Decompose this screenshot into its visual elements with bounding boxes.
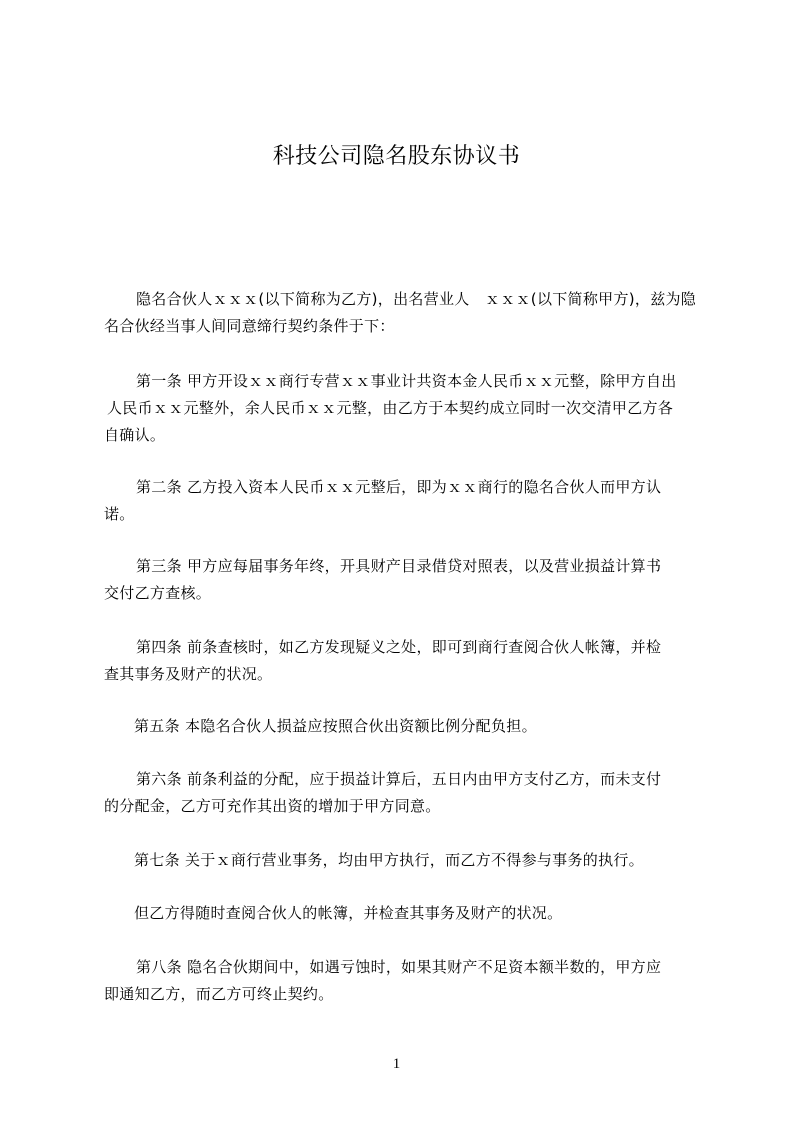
article-4-paragraph [104,634,702,688]
page-number: 1 [392,1056,401,1072]
paragraph-line: 第七条 关于ｘ商行营业事务，均由甲方执行，而乙方不得参与事务的执行。 [134,851,644,869]
paragraph-line: 第五条 本隐名合伙人损益应按照合伙出资额比例分配负担。 [134,717,537,735]
paragraph-line: 的分配金，乙方可充作其出资的增加于甲方同意。 [104,797,441,815]
paragraph-line: 自确认。 [104,426,166,444]
article-8-paragraph [104,954,702,1008]
article-1-paragraph [104,368,702,449]
article-7-continued-paragraph [104,900,702,927]
paragraph-line: 人民币ｘｘ元整外，余人民币ｘｘ元整，由乙方于本契约成立同时一次交清甲乙方各 [107,399,674,417]
paragraph-line: 即通知乙方，而乙方可终止契约。 [104,985,334,1003]
paragraph-line: 查其事务及财产的状况。 [104,665,273,683]
intro-paragraph [104,286,702,340]
paragraph-line: 名合伙经当事人间同意缔行契约条件于下： [104,317,395,335]
paragraph-line: 诺。 [104,505,135,523]
paragraph-line: 第六条 前条利益的分配，应于损益计算后，五日内由甲方支付乙方，而未支付 [136,770,662,788]
paragraph-line: 第二条 乙方投入资本人民币ｘｘ元整后，即为ｘｘ商行的隐名合伙人而甲方认 [136,478,662,496]
article-7-paragraph [104,847,702,874]
article-5-paragraph [104,713,702,740]
paragraph-line: 第四条 前条查核时，如乙方发现疑义之处，即可到商行查阅合伙人帐簿，并检 [136,638,662,656]
article-6-paragraph [104,766,702,820]
paragraph-line: 隐名合伙人ｘｘｘ(以下简称为乙方)，出名营业人 ｘｘｘ(以下简称甲方)，兹为隐 [136,290,697,308]
paragraph-line: 第八条 隐名合伙期间中，如遇亏蚀时，如果其财产不足资本额半数的，甲方应 [136,958,662,976]
article-3-paragraph [104,553,702,607]
paragraph-line: 但乙方得随时查阅合伙人的帐簿，并检查其事务及财产的状况。 [134,904,563,922]
paragraph-line: 第一条 甲方开设ｘｘ商行专营ｘｘ事业计共资本金人民币ｘｘ元整，除甲方自出 [136,372,677,390]
paragraph-line: 第三条 甲方应每届事务年终，开具财产目录借贷对照表，以及营业损益计算书 [136,557,662,575]
document-title: 科技公司隐名股东协议书 [272,144,521,169]
article-2-paragraph [104,474,702,528]
paragraph-line: 交付乙方查核。 [104,584,212,602]
